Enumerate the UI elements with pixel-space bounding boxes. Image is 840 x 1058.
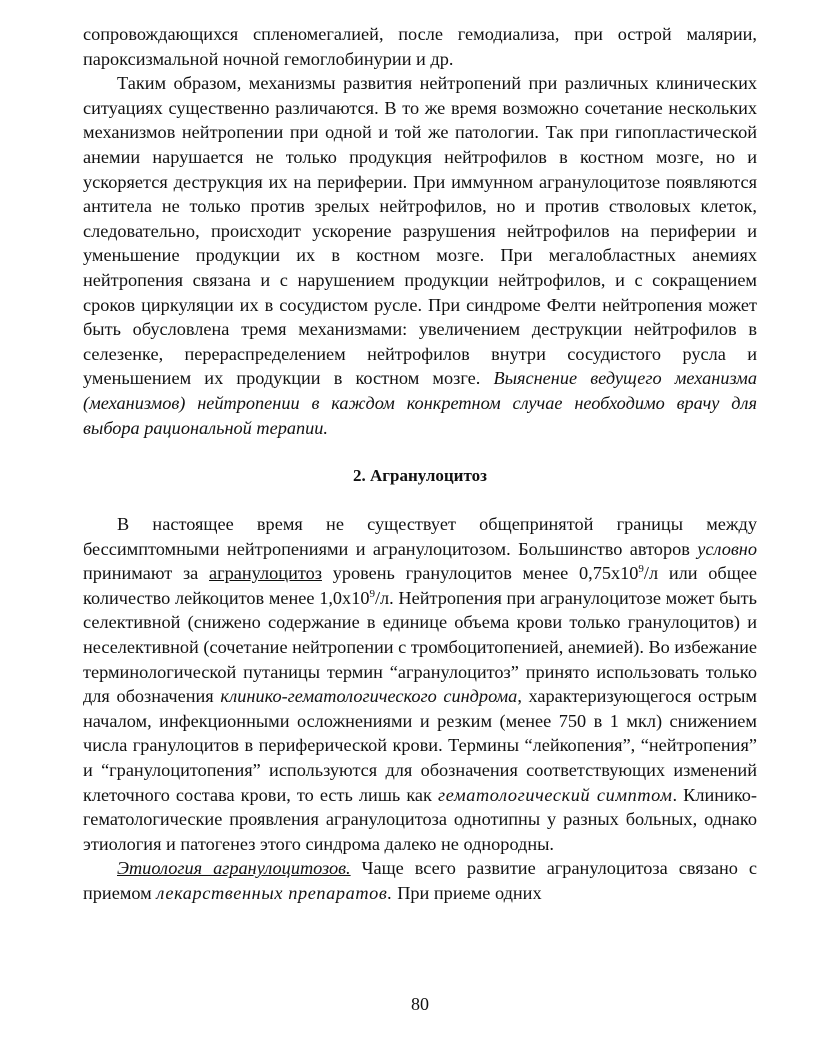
- paragraph-mechanisms: [83, 71, 757, 440]
- mechanisms-text: Таким образом, механизмы развития нейтропений при различных клинических ситуациях существенно различаются. В то же время возможно сочетание нескольких механизмов нейтропении при одной и той же патологии. Так при гипопластической анемии нарушается не только продукция нейтрофилов в костном мозге, но и ускоряется деструкция их на периферии. При иммунном агранулоцитозе появляются антитела не только против зрелых нейтрофилов, но и против стволовых клеток, следовательно, происходит ускорение разрушения нейтрофилов на периферии и уменьшение продукции их в костном мозге. При мегалобластных анемиях нейтропения связана и с нарушением продукции нейтрофилов, и с сокращением сроков циркуляции их в сосудистом русле. При синдроме Фелти нейтропения может быть обусловлена тремя механизмами: увеличением деструкции нейтрофилов в селезенке, перераспределением нейтрофилов внутри сосудистого русла и уменьшением их продукции в костном мозге.: [83, 73, 757, 389]
- agran-superscript-1: 9: [638, 563, 644, 576]
- agran-underlined-term: агранулоцитоз: [209, 563, 322, 584]
- mechanisms-italic-conclusion: Выяснение ведущего механизма (механизмов) нейтропении в каждом конкретном случае необходимо врачу для выбора рациональной терапии.: [83, 368, 757, 438]
- agran-superscript-2: 9: [369, 587, 375, 600]
- agran-italic-1: условно: [697, 538, 757, 559]
- etiology-italic-heading: Этиология агранулоцитозов.: [117, 858, 351, 879]
- agran-text-6: , характеризующегося острым началом, инфекционными осложнениями и резким (менее 750 в 1 мкл) снижением числа гранулоцитов в периферической крови. Термины “лейкопения”, “нейтропения” и “гранулоцитопения” используются для обозначения соответствующих изменений клеточного состава крови, то есть лишь как: [83, 686, 757, 805]
- agran-italic-2: клинико-гематологического синдрома: [220, 686, 518, 707]
- paragraph-etiology: [83, 856, 757, 905]
- agran-text-5: /л. Нейтропения при агранулоцитозе может быть селективной (снижено содержание в единице объема крови только гранулоцитов) и неселективной (сочетание нейтропении с тромбоцитопенией, анемией). Во избежание терминологической путаницы термин “агранулоцитоз” принято использовать только для обозначения: [83, 587, 757, 707]
- page-number: 80: [411, 994, 429, 1014]
- paragraph-agranulocytosis: [83, 512, 757, 856]
- spacer: [83, 440, 757, 464]
- agran-text-3: уровень гранулоцитов менее 0,75х10: [321, 563, 639, 584]
- agran-text-1: В настоящее время не существует общепринятой границы между бессимптомными нейтропениями и агранулоцитозом. Большинство авторов: [83, 514, 757, 559]
- section-heading: 2. Агранулоцитоз: [353, 466, 487, 486]
- agran-text-7: . Клинико-гематологические проявления агранулоцитоза однотипны у разных больных, однако этиология и патогенез этого синдрома далеко не однородны.: [83, 784, 757, 854]
- etiology-text-2: При приеме одних: [392, 883, 542, 903]
- agran-text-2: принимают за: [83, 563, 210, 584]
- document-page: [83, 22, 757, 906]
- agran-text-4: /л или общее количество лейкоцитов менее 1,0х10: [83, 563, 758, 608]
- etiology-underlined-heading: [117, 858, 351, 878]
- etiology-text-1: Чаще всего развитие агранулоцитоза связано с приемом: [83, 858, 758, 903]
- paragraph-intro: сопровождающихся спленомегалией, после гемодиализа, при острой малярии, пароксизмальной ночной гемоглобинурии и др.: [83, 24, 757, 69]
- agran-italic-3: гематологический симптом: [438, 784, 673, 805]
- spacer: [83, 488, 757, 512]
- etiology-italic-1: лекарственных препаратов.: [156, 883, 393, 903]
